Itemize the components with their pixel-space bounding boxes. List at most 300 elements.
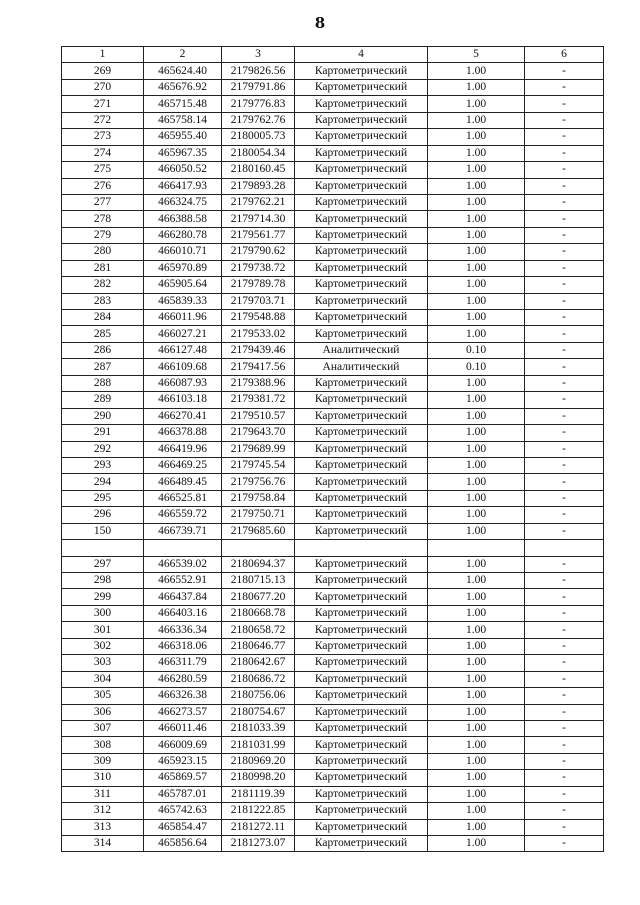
description-cell: - xyxy=(525,79,604,95)
x-coordinate-cell: 466489.45 xyxy=(144,474,222,490)
accuracy-cell: 1.00 xyxy=(428,671,525,687)
table-header-row xyxy=(62,47,604,63)
point-number-cell: 303 xyxy=(62,655,144,671)
table-row xyxy=(62,556,604,572)
table-row xyxy=(62,474,604,490)
description-cell: - xyxy=(525,786,604,802)
accuracy-cell: 1.00 xyxy=(428,145,525,161)
y-coordinate-cell: 2180646.77 xyxy=(222,638,295,654)
table-row xyxy=(62,162,604,178)
table-row xyxy=(62,605,604,621)
y-coordinate-cell: 2179439.46 xyxy=(222,342,295,358)
accuracy-cell: 1.00 xyxy=(428,375,525,391)
description-cell: - xyxy=(525,211,604,227)
method-cell: Картометрический xyxy=(295,293,428,309)
method-cell: Картометрический xyxy=(295,737,428,753)
accuracy-cell: 1.00 xyxy=(428,441,525,457)
description-cell: - xyxy=(525,425,604,441)
x-coordinate-cell: 466403.16 xyxy=(144,605,222,621)
accuracy-cell: 1.00 xyxy=(428,162,525,178)
accuracy-cell: 1.00 xyxy=(428,457,525,473)
table-row xyxy=(62,310,604,326)
description-cell: - xyxy=(525,277,604,293)
point-number-cell: 306 xyxy=(62,704,144,720)
accuracy-cell: 1.00 xyxy=(428,786,525,802)
description-cell: - xyxy=(525,819,604,835)
point-number-cell: 298 xyxy=(62,573,144,589)
point-number-cell: 299 xyxy=(62,589,144,605)
table-row xyxy=(62,392,604,408)
description-cell: - xyxy=(525,523,604,539)
method-cell: Картометрический xyxy=(295,162,428,178)
description-cell: - xyxy=(525,326,604,342)
description-cell: - xyxy=(525,441,604,457)
method-cell: Картометрический xyxy=(295,589,428,605)
point-number-cell: 292 xyxy=(62,441,144,457)
x-coordinate-cell: 466378.88 xyxy=(144,425,222,441)
table-row xyxy=(62,359,604,375)
point-number-cell: 305 xyxy=(62,688,144,704)
method-cell: Картометрический xyxy=(295,753,428,769)
page-number: 8 xyxy=(314,14,326,32)
method-cell: Картометрический xyxy=(295,638,428,654)
accuracy-cell: 1.00 xyxy=(428,688,525,704)
accuracy-cell: 1.00 xyxy=(428,605,525,621)
point-number-cell: 269 xyxy=(62,63,144,79)
accuracy-cell: 1.00 xyxy=(428,227,525,243)
method-cell: Картометрический xyxy=(295,671,428,687)
point-number-cell: 270 xyxy=(62,79,144,95)
accuracy-cell: 1.00 xyxy=(428,770,525,786)
y-coordinate-cell: 2180754.67 xyxy=(222,704,295,720)
point-number-cell: 277 xyxy=(62,194,144,210)
y-coordinate-cell: 2179703.71 xyxy=(222,293,295,309)
description-cell: - xyxy=(525,671,604,687)
y-coordinate-cell: 2179789.78 xyxy=(222,277,295,293)
point-number-cell: 296 xyxy=(62,507,144,523)
accuracy-cell: 1.00 xyxy=(428,507,525,523)
x-coordinate-cell: 466739.71 xyxy=(144,523,222,539)
column-header: 2 xyxy=(144,47,222,63)
description-cell: - xyxy=(525,605,604,621)
point-number-cell: 281 xyxy=(62,260,144,276)
accuracy-cell: 1.00 xyxy=(428,310,525,326)
description-cell: - xyxy=(525,507,604,523)
point-number-cell: 285 xyxy=(62,326,144,342)
table-row xyxy=(62,540,604,556)
accuracy-cell: 1.00 xyxy=(428,655,525,671)
method-cell: Картометрический xyxy=(295,392,428,408)
description-cell: - xyxy=(525,293,604,309)
method-cell: Картометрический xyxy=(295,129,428,145)
y-coordinate-cell: 2180694.37 xyxy=(222,556,295,572)
table-row xyxy=(62,244,604,260)
description-cell: - xyxy=(525,589,604,605)
description-cell: - xyxy=(525,457,604,473)
column-header: 6 xyxy=(525,47,604,63)
table-row xyxy=(62,786,604,802)
description-cell: - xyxy=(525,622,604,638)
point-number-cell: 287 xyxy=(62,359,144,375)
method-cell: Аналитический xyxy=(295,359,428,375)
description-cell: - xyxy=(525,310,604,326)
description-cell: - xyxy=(525,63,604,79)
y-coordinate-cell: 2179738.72 xyxy=(222,260,295,276)
description-cell: - xyxy=(525,474,604,490)
x-coordinate-cell: 465967.35 xyxy=(144,145,222,161)
description-cell: - xyxy=(525,178,604,194)
y-coordinate-cell: 2181033.39 xyxy=(222,720,295,736)
x-coordinate-cell: 466388.58 xyxy=(144,211,222,227)
method-cell: Картометрический xyxy=(295,326,428,342)
x-coordinate-cell: 466109.68 xyxy=(144,359,222,375)
method-cell: Картометрический xyxy=(295,244,428,260)
column-header: 1 xyxy=(62,47,144,63)
x-coordinate-cell: 465787.01 xyxy=(144,786,222,802)
x-coordinate-cell: 466437.84 xyxy=(144,589,222,605)
method-cell: Картометрический xyxy=(295,655,428,671)
table-row xyxy=(62,720,604,736)
method-cell: Картометрический xyxy=(295,836,428,852)
x-coordinate-cell: 465676.92 xyxy=(144,79,222,95)
y-coordinate-cell: 2179643.70 xyxy=(222,425,295,441)
method-cell: Картометрический xyxy=(295,507,428,523)
method-cell: Картометрический xyxy=(295,63,428,79)
y-coordinate-cell: 2180686.72 xyxy=(222,671,295,687)
point-number-cell: 280 xyxy=(62,244,144,260)
x-coordinate-cell: 466270.41 xyxy=(144,408,222,424)
description-cell: - xyxy=(525,408,604,424)
method-cell: Картометрический xyxy=(295,227,428,243)
x-coordinate-cell: 466127.48 xyxy=(144,342,222,358)
method-cell: Картометрический xyxy=(295,277,428,293)
description-cell: - xyxy=(525,342,604,358)
point-number-cell: 308 xyxy=(62,737,144,753)
table-row xyxy=(62,441,604,457)
table-row xyxy=(62,457,604,473)
x-coordinate-cell: 466311.79 xyxy=(144,655,222,671)
point-number-cell: 312 xyxy=(62,803,144,819)
method-cell: Картометрический xyxy=(295,310,428,326)
accuracy-cell: 1.00 xyxy=(428,622,525,638)
accuracy-cell: 1.00 xyxy=(428,425,525,441)
table-row xyxy=(62,326,604,342)
method-cell: Аналитический xyxy=(295,342,428,358)
y-coordinate-cell xyxy=(222,540,295,556)
point-number-cell: 300 xyxy=(62,605,144,621)
accuracy-cell: 1.00 xyxy=(428,753,525,769)
table-row xyxy=(62,63,604,79)
y-coordinate-cell: 2179510.57 xyxy=(222,408,295,424)
table-row xyxy=(62,408,604,424)
accuracy-cell: 1.00 xyxy=(428,589,525,605)
y-coordinate-cell: 2179758.84 xyxy=(222,490,295,506)
description-cell: - xyxy=(525,260,604,276)
point-number-cell: 286 xyxy=(62,342,144,358)
point-number-cell: 302 xyxy=(62,638,144,654)
description-cell: - xyxy=(525,836,604,852)
method-cell: Картометрический xyxy=(295,79,428,95)
description-cell: - xyxy=(525,227,604,243)
table-row xyxy=(62,753,604,769)
table-row xyxy=(62,96,604,112)
method-cell: Картометрический xyxy=(295,260,428,276)
table-row xyxy=(62,638,604,654)
accuracy-cell: 1.00 xyxy=(428,392,525,408)
x-coordinate-cell: 466559.72 xyxy=(144,507,222,523)
point-number-cell: 150 xyxy=(62,523,144,539)
x-coordinate-cell: 466417.93 xyxy=(144,178,222,194)
point-number-cell: 313 xyxy=(62,819,144,835)
description-cell: - xyxy=(525,375,604,391)
accuracy-cell: 1.00 xyxy=(428,737,525,753)
table-row xyxy=(62,260,604,276)
x-coordinate-cell: 466525.81 xyxy=(144,490,222,506)
method-cell: Картометрический xyxy=(295,408,428,424)
y-coordinate-cell: 2179745.54 xyxy=(222,457,295,473)
method-cell: Картометрический xyxy=(295,803,428,819)
table-row xyxy=(62,227,604,243)
y-coordinate-cell: 2180715.13 xyxy=(222,573,295,589)
x-coordinate-cell: 466539.02 xyxy=(144,556,222,572)
method-cell: Картометрический xyxy=(295,720,428,736)
description-cell: - xyxy=(525,359,604,375)
accuracy-cell: 1.00 xyxy=(428,819,525,835)
table-row xyxy=(62,819,604,835)
method-cell: Картометрический xyxy=(295,704,428,720)
method-cell: Картометрический xyxy=(295,819,428,835)
accuracy-cell: 1.00 xyxy=(428,79,525,95)
accuracy-cell: 1.00 xyxy=(428,112,525,128)
table-row xyxy=(62,342,604,358)
x-coordinate-cell: 465869.57 xyxy=(144,770,222,786)
x-coordinate-cell xyxy=(144,540,222,556)
accuracy-cell: 1.00 xyxy=(428,556,525,572)
description-cell: - xyxy=(525,803,604,819)
description-cell: - xyxy=(525,556,604,572)
point-number-cell: 309 xyxy=(62,753,144,769)
y-coordinate-cell: 2179714.30 xyxy=(222,211,295,227)
x-coordinate-cell: 466050.52 xyxy=(144,162,222,178)
table-row xyxy=(62,671,604,687)
accuracy-cell xyxy=(428,540,525,556)
x-coordinate-cell: 466419.96 xyxy=(144,441,222,457)
x-coordinate-cell: 465715.48 xyxy=(144,96,222,112)
description-cell: - xyxy=(525,162,604,178)
table-row xyxy=(62,375,604,391)
table-row xyxy=(62,589,604,605)
column-header: 5 xyxy=(428,47,525,63)
x-coordinate-cell: 466318.06 xyxy=(144,638,222,654)
method-cell: Картометрический xyxy=(295,145,428,161)
y-coordinate-cell: 2179388.96 xyxy=(222,375,295,391)
y-coordinate-cell: 2181119.39 xyxy=(222,786,295,802)
point-number-cell: 307 xyxy=(62,720,144,736)
method-cell: Картометрический xyxy=(295,96,428,112)
point-number-cell: 282 xyxy=(62,277,144,293)
description-cell: - xyxy=(525,753,604,769)
y-coordinate-cell: 2180160.45 xyxy=(222,162,295,178)
y-coordinate-cell: 2180668.78 xyxy=(222,605,295,621)
y-coordinate-cell: 2179762.21 xyxy=(222,194,295,210)
table-row xyxy=(62,129,604,145)
table-row xyxy=(62,211,604,227)
method-cell: Картометрический xyxy=(295,605,428,621)
description-cell: - xyxy=(525,145,604,161)
x-coordinate-cell: 466280.78 xyxy=(144,227,222,243)
x-coordinate-cell: 465970.89 xyxy=(144,260,222,276)
x-coordinate-cell: 466011.96 xyxy=(144,310,222,326)
accuracy-cell: 1.00 xyxy=(428,803,525,819)
column-header: 4 xyxy=(295,47,428,63)
y-coordinate-cell: 2179685.60 xyxy=(222,523,295,539)
method-cell: Картометрический xyxy=(295,490,428,506)
description-cell: - xyxy=(525,688,604,704)
table-row xyxy=(62,490,604,506)
point-number-cell: 271 xyxy=(62,96,144,112)
method-cell: Картометрический xyxy=(295,178,428,194)
point-number-cell xyxy=(62,540,144,556)
point-number-cell: 284 xyxy=(62,310,144,326)
point-number-cell: 293 xyxy=(62,457,144,473)
x-coordinate-cell: 466087.93 xyxy=(144,375,222,391)
point-number-cell: 310 xyxy=(62,770,144,786)
y-coordinate-cell: 2179791.86 xyxy=(222,79,295,95)
y-coordinate-cell: 2180756.06 xyxy=(222,688,295,704)
table-row xyxy=(62,507,604,523)
description-cell: - xyxy=(525,638,604,654)
point-number-cell: 289 xyxy=(62,392,144,408)
x-coordinate-cell: 466280.59 xyxy=(144,671,222,687)
accuracy-cell: 1.00 xyxy=(428,573,525,589)
accuracy-cell: 1.00 xyxy=(428,836,525,852)
point-number-cell: 275 xyxy=(62,162,144,178)
table-row xyxy=(62,836,604,852)
y-coordinate-cell: 2179790.62 xyxy=(222,244,295,260)
accuracy-cell: 1.00 xyxy=(428,720,525,736)
y-coordinate-cell: 2179756.76 xyxy=(222,474,295,490)
y-coordinate-cell: 2179548.88 xyxy=(222,310,295,326)
x-coordinate-cell: 465624.40 xyxy=(144,63,222,79)
y-coordinate-cell: 2179689.99 xyxy=(222,441,295,457)
method-cell xyxy=(295,540,428,556)
column-header: 3 xyxy=(222,47,295,63)
table-row xyxy=(62,178,604,194)
description-cell: - xyxy=(525,655,604,671)
x-coordinate-cell: 465905.64 xyxy=(144,277,222,293)
description-cell: - xyxy=(525,720,604,736)
table-row xyxy=(62,425,604,441)
description-cell: - xyxy=(525,770,604,786)
y-coordinate-cell: 2179776.83 xyxy=(222,96,295,112)
y-coordinate-cell: 2181273.07 xyxy=(222,836,295,852)
table-row xyxy=(62,194,604,210)
y-coordinate-cell: 2180642.67 xyxy=(222,655,295,671)
accuracy-cell: 1.00 xyxy=(428,326,525,342)
x-coordinate-cell: 465955.40 xyxy=(144,129,222,145)
point-number-cell: 276 xyxy=(62,178,144,194)
point-number-cell: 295 xyxy=(62,490,144,506)
x-coordinate-cell: 465742.63 xyxy=(144,803,222,819)
x-coordinate-cell: 465923.15 xyxy=(144,753,222,769)
y-coordinate-cell: 2179750.71 xyxy=(222,507,295,523)
description-cell: - xyxy=(525,96,604,112)
method-cell: Картометрический xyxy=(295,556,428,572)
point-number-cell: 274 xyxy=(62,145,144,161)
x-coordinate-cell: 465839.33 xyxy=(144,293,222,309)
y-coordinate-cell: 2179381.72 xyxy=(222,392,295,408)
description-cell: - xyxy=(525,392,604,408)
table-row xyxy=(62,622,604,638)
y-coordinate-cell: 2179762.76 xyxy=(222,112,295,128)
table-row xyxy=(62,293,604,309)
y-coordinate-cell: 2179893.28 xyxy=(222,178,295,194)
table-row xyxy=(62,145,604,161)
x-coordinate-cell: 466552.91 xyxy=(144,573,222,589)
description-cell: - xyxy=(525,490,604,506)
method-cell: Картометрический xyxy=(295,194,428,210)
method-cell: Картометрический xyxy=(295,457,428,473)
table-body xyxy=(62,63,604,852)
x-coordinate-cell: 466010.71 xyxy=(144,244,222,260)
x-coordinate-cell: 466027.21 xyxy=(144,326,222,342)
point-number-cell: 304 xyxy=(62,671,144,687)
x-coordinate-cell: 465856.64 xyxy=(144,836,222,852)
x-coordinate-cell: 466273.57 xyxy=(144,704,222,720)
x-coordinate-cell: 466336.34 xyxy=(144,622,222,638)
x-coordinate-cell: 465854.47 xyxy=(144,819,222,835)
point-number-cell: 294 xyxy=(62,474,144,490)
accuracy-cell: 1.00 xyxy=(428,96,525,112)
x-coordinate-cell: 466103.18 xyxy=(144,392,222,408)
accuracy-cell: 1.00 xyxy=(428,244,525,260)
table-row xyxy=(62,803,604,819)
accuracy-cell: 1.00 xyxy=(428,129,525,145)
x-coordinate-cell: 466009.69 xyxy=(144,737,222,753)
accuracy-cell: 1.00 xyxy=(428,704,525,720)
y-coordinate-cell: 2179417.56 xyxy=(222,359,295,375)
description-cell: - xyxy=(525,573,604,589)
description-cell: - xyxy=(525,112,604,128)
method-cell: Картометрический xyxy=(295,112,428,128)
accuracy-cell: 0.10 xyxy=(428,359,525,375)
table-row xyxy=(62,277,604,293)
method-cell: Картометрический xyxy=(295,786,428,802)
x-coordinate-cell: 465758.14 xyxy=(144,112,222,128)
method-cell: Картометрический xyxy=(295,622,428,638)
point-number-cell: 279 xyxy=(62,227,144,243)
accuracy-cell: 1.00 xyxy=(428,490,525,506)
table-row xyxy=(62,655,604,671)
y-coordinate-cell: 2180969.20 xyxy=(222,753,295,769)
y-coordinate-cell: 2180005.73 xyxy=(222,129,295,145)
method-cell: Картометрический xyxy=(295,474,428,490)
point-number-cell: 291 xyxy=(62,425,144,441)
accuracy-cell: 1.00 xyxy=(428,474,525,490)
method-cell: Картометрический xyxy=(295,375,428,391)
point-number-cell: 278 xyxy=(62,211,144,227)
point-number-cell: 314 xyxy=(62,836,144,852)
method-cell: Картометрический xyxy=(295,211,428,227)
accuracy-cell: 1.00 xyxy=(428,277,525,293)
method-cell: Картометрический xyxy=(295,523,428,539)
description-cell: - xyxy=(525,194,604,210)
y-coordinate-cell: 2180998.20 xyxy=(222,770,295,786)
table-row xyxy=(62,573,604,589)
accuracy-cell: 1.00 xyxy=(428,638,525,654)
table-row xyxy=(62,688,604,704)
table-row xyxy=(62,112,604,128)
